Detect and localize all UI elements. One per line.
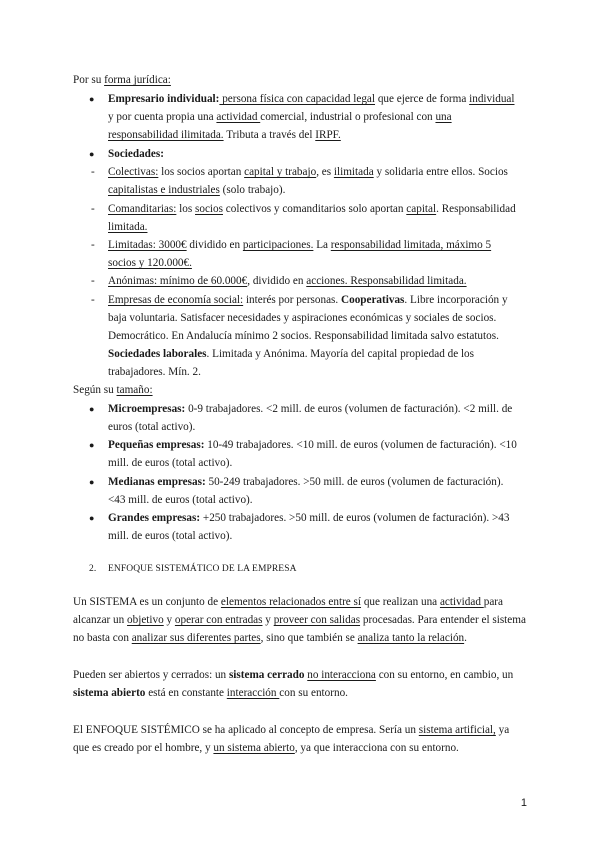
p1-line-3 xyxy=(73,631,467,645)
text-span: interés por personas. xyxy=(243,294,342,306)
text-span: 0-9 trabajadores. <2 mill. de euros (volumen de facturación). <2 mill. de xyxy=(185,403,513,415)
text-span: Sociedades laborales xyxy=(108,348,207,360)
grandes-line-1 xyxy=(108,511,510,525)
empresario-label: Empresario individual: xyxy=(108,93,220,105)
section-title: ENFOQUE SISTEMÁTICO DE LA EMPRESA xyxy=(108,564,297,574)
dash-icon: - xyxy=(91,294,95,306)
text-span: que ejerce de forma xyxy=(375,93,470,105)
text-span: Pueden ser abiertos y cerrados: un xyxy=(73,669,229,681)
text-span: socios xyxy=(195,203,223,215)
text-span: que es creado por el hombre, y xyxy=(73,742,214,754)
bullet-icon: ● xyxy=(89,404,95,414)
anonimas-line-1 xyxy=(108,274,467,288)
text-span: procesadas. Para entender el sistema xyxy=(360,614,526,626)
text-span: con su entorno. xyxy=(279,687,348,699)
dash-icon: - xyxy=(91,239,95,251)
text-span: con su entorno, en cambio, un xyxy=(375,669,514,681)
text-span: (solo trabajo). xyxy=(219,184,286,196)
grandes-line-2: mill. de euros (total activo). xyxy=(108,530,233,542)
economia-line-1 xyxy=(108,293,508,307)
text-span: Cooperativas xyxy=(341,294,405,306)
intro-underlined: tamaño: xyxy=(116,384,153,396)
text-span: Colectivas: xyxy=(108,166,159,178)
text-span: Grandes empresas: xyxy=(108,512,201,524)
empresario-line-2 xyxy=(108,110,452,124)
limitadas-line-1 xyxy=(108,238,491,252)
medianas-line-2: <43 mill. de euros (total activo). xyxy=(108,494,253,506)
text-span: analiza tanto la relación xyxy=(357,632,465,644)
economia-line-2: baja voluntaria. Satisfacer necesidades y aspiraciones económicas y sociales de socios. xyxy=(108,312,497,324)
intro-underlined: forma jurídica: xyxy=(104,74,171,86)
comanditarias-line-2: limitada. xyxy=(108,221,148,233)
text-span: y por cuenta propia una xyxy=(108,111,217,123)
text-span: que realizan una xyxy=(361,596,440,608)
text-span: Anónimas: mínimo de 60.000€ xyxy=(108,275,248,287)
medianas-line-1 xyxy=(108,475,503,489)
text-span: para xyxy=(483,596,504,608)
text-span: Tributa a través del xyxy=(223,129,316,141)
section-number: 2. xyxy=(89,564,97,574)
comanditarias-line-1 xyxy=(108,202,516,216)
text-span: 50-249 trabajadores. >50 mill. de euros (volumen de facturación). xyxy=(205,476,504,488)
text-span: ilimitada xyxy=(333,166,374,178)
text-span: proveer con salidas xyxy=(273,614,361,626)
text-span: elementos relacionados entre sí xyxy=(220,596,362,608)
text-span: los socios aportan xyxy=(158,166,245,178)
text-span: , sino que también se xyxy=(260,632,358,644)
text-span: La xyxy=(313,239,331,251)
intro-text: Por su xyxy=(73,74,105,86)
text-span: individual xyxy=(469,93,515,105)
text-span: Un SISTEMA es un conjunto de xyxy=(73,596,221,608)
dash-icon: - xyxy=(91,166,95,178)
text-span: responsabilidad ilimitada. xyxy=(108,129,224,141)
text-span: interacción xyxy=(226,687,280,699)
text-span: , dividido en xyxy=(247,275,307,287)
text-span: objetivo xyxy=(127,614,164,626)
limitadas-line-2: socios y 120.000€. xyxy=(108,257,192,269)
economia-line-5: trabajadores. Mín. 2. xyxy=(108,366,201,378)
text-span: comercial, industrial o profesional con xyxy=(260,111,436,123)
bullet-icon: ● xyxy=(89,149,95,159)
micro-line-2: euros (total activo). xyxy=(108,421,196,433)
text-span: +250 trabajadores. >50 mill. de euros (volumen de facturación). >43 xyxy=(200,512,510,524)
intro-tamano xyxy=(73,383,153,397)
empresario-line-3 xyxy=(108,128,341,142)
text-span: , es xyxy=(316,166,334,178)
text-span: El ENFOQUE SISTÉMICO se ha aplicado al concepto de empresa. Sería un xyxy=(73,724,419,736)
text-span: sistema cerrado xyxy=(228,669,305,681)
economia-line-4 xyxy=(108,347,474,361)
text-span: Limitadas: 3000€ xyxy=(108,239,187,251)
pequenas-line-1 xyxy=(108,438,517,452)
text-span: está en constante xyxy=(145,687,227,699)
text-span: Empresas de economía social: xyxy=(108,294,244,306)
economia-line-3: Democrático. En Andalucía mínimo 2 socios. Responsabilidad limitada salvo estatutos. xyxy=(108,330,499,342)
text-span: no interacciona xyxy=(307,669,376,681)
text-span: Pequeñas empresas: xyxy=(108,439,205,451)
text-span: . Libre incorporación y xyxy=(404,294,508,306)
text-span: IRPF. xyxy=(315,129,341,141)
text-span: Comanditarias: xyxy=(108,203,177,215)
text-span: operar con entradas xyxy=(174,614,263,626)
text-span: participaciones. xyxy=(242,239,314,251)
text-span: alcanzar un xyxy=(73,614,128,626)
text-span: 10-49 trabajadores. <10 mill. de euros (volumen de facturación). <10 xyxy=(204,439,517,451)
text-span: sistema artificial, xyxy=(418,724,496,736)
text-span: y solidaria entre ellos. Socios xyxy=(373,166,508,178)
intro-text: Según su xyxy=(73,384,117,396)
p2-line-2 xyxy=(73,686,348,700)
dash-icon: - xyxy=(91,275,95,287)
text-span: . Limitada y Anónima. Mayoría del capital propiedad de los xyxy=(206,348,475,360)
text-span: dividido en xyxy=(186,239,243,251)
text-span: sistema abierto xyxy=(73,687,146,699)
empresario-line-1 xyxy=(108,92,515,106)
p3-line-2 xyxy=(73,741,459,755)
colectivas-line-2 xyxy=(108,183,285,197)
p1-line-2 xyxy=(73,613,526,627)
text-span: . Responsabilidad xyxy=(436,203,516,215)
text-span: ya xyxy=(495,724,510,736)
bullet-icon: ● xyxy=(89,477,95,487)
text-span: capital xyxy=(406,203,437,215)
text-span: Microempresas: xyxy=(108,403,186,415)
text-span: actividad xyxy=(216,111,261,123)
text-span: un sistema abierto xyxy=(213,742,295,754)
text-span: Medianas empresas: xyxy=(108,476,206,488)
pequenas-line-2: mill. de euros (total activo). xyxy=(108,457,233,469)
text-span: . xyxy=(464,632,467,644)
bullet-icon: ● xyxy=(89,513,95,523)
dash-icon: - xyxy=(91,203,95,215)
colectivas-line-1 xyxy=(108,165,508,179)
sociedades-label: Sociedades: xyxy=(108,148,164,160)
text-span: analizar sus diferentes partes xyxy=(131,632,261,644)
text-span: los xyxy=(176,203,196,215)
text-span: colectivos y comanditarios solo aportan xyxy=(222,203,407,215)
text-span: una xyxy=(435,111,452,123)
text-span: , ya que interacciona con su entorno. xyxy=(294,742,459,754)
text-span: acciones. Responsabilidad limitada. xyxy=(306,275,467,287)
text-span: y xyxy=(163,614,175,626)
text-span: capital y trabajo xyxy=(244,166,317,178)
text-span: capitalistas e industriales xyxy=(108,184,220,196)
text-span: responsabilidad limitada, máximo 5 xyxy=(330,239,492,251)
text-span: y xyxy=(262,614,274,626)
text-span: actividad xyxy=(439,596,484,608)
bullet-icon: ● xyxy=(89,440,95,450)
text-span: persona física con capacidad legal xyxy=(219,93,376,105)
intro-forma-juridica xyxy=(73,73,171,87)
bullet-icon: ● xyxy=(89,94,95,104)
p1-line-1 xyxy=(73,595,503,609)
text-span: no basta con xyxy=(73,632,132,644)
p2-line-1 xyxy=(73,668,513,682)
p3-line-1 xyxy=(73,723,509,737)
page-number: 1 xyxy=(520,797,527,809)
micro-line-1 xyxy=(108,402,512,416)
